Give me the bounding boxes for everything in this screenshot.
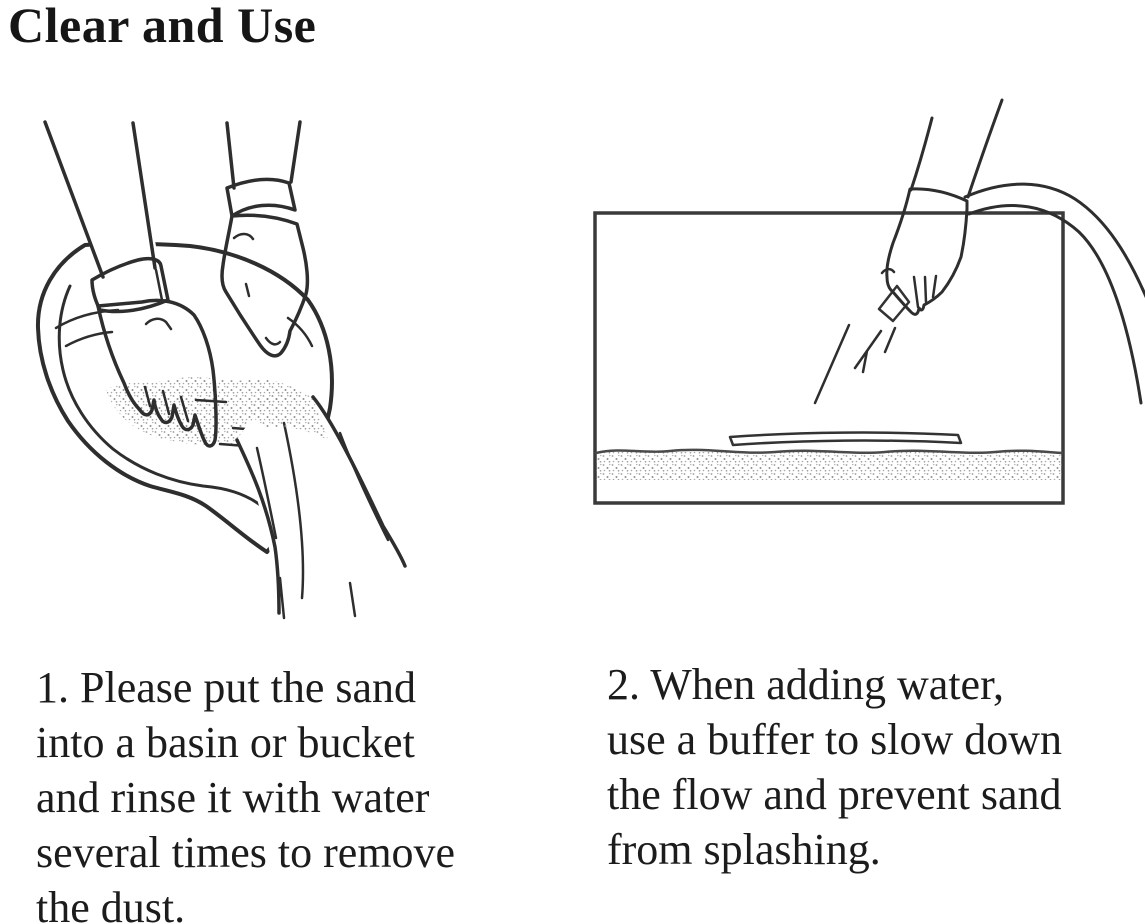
caption-line: the flow and prevent sand: [607, 770, 1062, 819]
right-arm-and-glove: [222, 122, 307, 356]
caption-line: and rinse it with water: [36, 773, 430, 822]
illustration-add-water-with-buffer: [575, 85, 1145, 545]
caption-line: the dust.: [36, 883, 186, 924]
sand-bed: [596, 450, 1062, 480]
pouring-arm-lines: [911, 100, 1002, 197]
water-stream: [237, 392, 406, 633]
left-thumb-line: [146, 319, 171, 329]
right-finger-lines: [246, 284, 280, 344]
illustration-rinse-sand-in-basin: [10, 88, 530, 663]
caption-line: into a basin or bucket: [36, 718, 415, 767]
caption-line: 2. When adding water,: [607, 660, 1004, 709]
right-thumb-line: [234, 234, 253, 239]
water-surface-arcs: [56, 310, 312, 346]
step-1-caption: [36, 660, 455, 924]
caption-line: use a buffer to slow down: [607, 715, 1062, 764]
page-title: Clear and Use: [8, 0, 317, 53]
caption-line: several times to remove: [36, 828, 456, 877]
step-2-caption: [607, 657, 1062, 877]
right-sleeve-cuff: [227, 179, 295, 216]
caption-line: from splashing.: [607, 825, 881, 874]
caption-line: 1. Please put the sand: [36, 663, 417, 712]
